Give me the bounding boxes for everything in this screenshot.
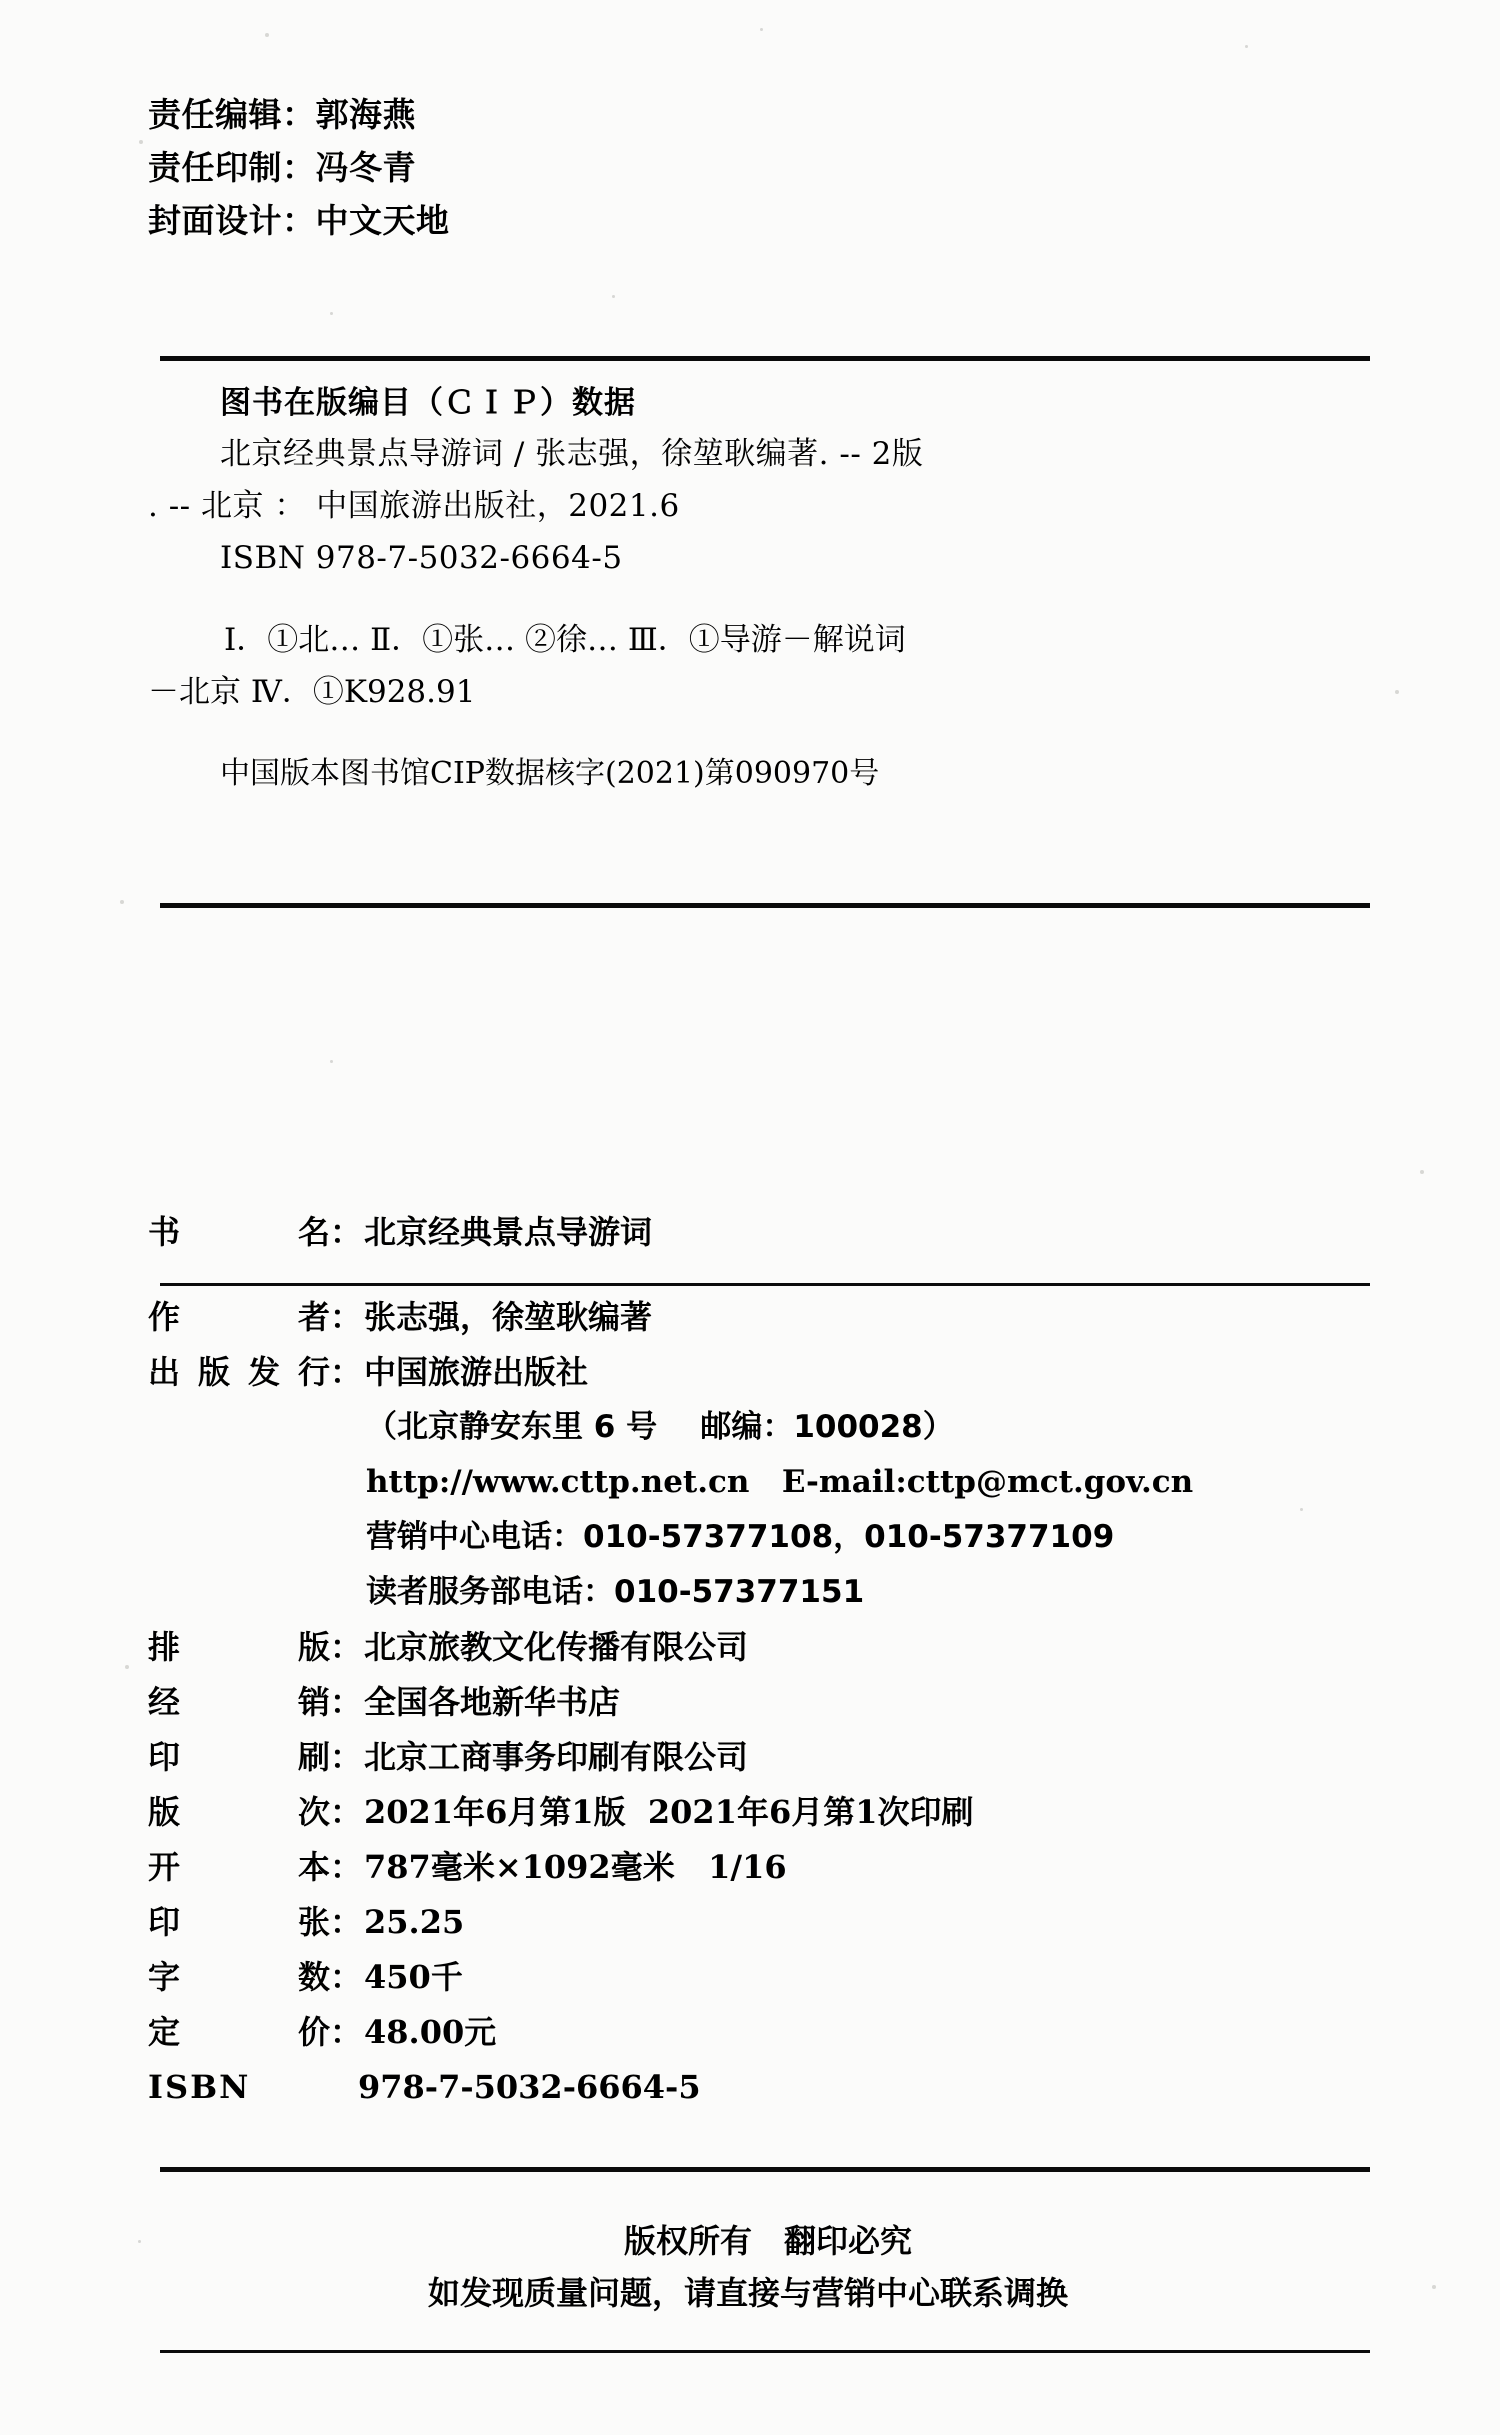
- cip-classification-2: －北京 Ⅳ．①K928.91: [148, 674, 476, 710]
- cip-spacer: [148, 584, 1348, 614]
- credits-block: [148, 88, 1048, 247]
- credit-line-editor: 责任编辑：郭海燕: [148, 95, 416, 134]
- scan-speckle: [139, 140, 143, 144]
- colophon-row-title: [148, 1205, 1368, 1260]
- colophon-row-typesetting: [148, 1620, 1368, 1675]
- colophon-value-wordcount: 450千: [364, 1958, 463, 1996]
- footer-block: [148, 2215, 1348, 2319]
- colophon-colon: ：: [330, 1903, 363, 1941]
- colophon-row-isbn: [148, 2060, 1368, 2115]
- cip-isbn-line: ISBN 978-7-5032-6664-5: [220, 540, 623, 576]
- colophon-label-title: 书 名: [148, 1213, 330, 1251]
- scan-speckle: [612, 295, 615, 298]
- colophon-label-format: 开 本: [148, 1848, 330, 1886]
- cip-heading: 图书在版编目（ＣＩＰ）数据: [220, 385, 636, 421]
- colophon-colon: ：: [330, 1213, 363, 1251]
- colophon-label-wordcount: 字 数: [148, 1958, 330, 1996]
- publisher-service-tel: 读者服务部电话：010-57377151: [366, 1574, 865, 1610]
- colophon-value-format: 787毫米×1092毫米 1/16: [364, 1848, 787, 1886]
- publisher-sales-tel: 营销中心电话：010-57377108，010-57377109: [366, 1519, 1115, 1555]
- colophon-block: [148, 1205, 1368, 2115]
- colophon-row-format: [148, 1840, 1368, 1895]
- scan-speckle: [330, 1060, 333, 1063]
- colophon-colon: ：: [330, 1628, 363, 1666]
- credit-line-production: 责任印制：冯冬青: [148, 148, 416, 187]
- cip-entry-line-2: . -- 北京 ： 中国旅游出版社，2021.6: [148, 488, 680, 524]
- colophon-colon: ：: [330, 1793, 363, 1831]
- footer-quality-notice: 如发现质量问题，请直接与营销中心联系调换: [427, 2274, 1068, 2312]
- colophon-value-edition: 2021年6月第1版 2021年6月第1次印刷: [364, 1793, 974, 1831]
- publisher-web: http://www.cttp.net.cn E-mail:cttp@mct.gov.cn: [366, 1464, 1194, 1500]
- divider-cip-top: [160, 356, 1370, 361]
- colophon-colon: ：: [330, 1738, 363, 1776]
- cip-entry-line-1: 北京经典景点导游词 / 张志强，徐堃耿编著. -- 2版: [220, 436, 924, 472]
- colophon-label-isbn: ISBN: [148, 2068, 251, 2106]
- colophon-colon: ：: [330, 1683, 363, 1721]
- colophon-label-sheets: 印 张: [148, 1903, 330, 1941]
- colophon-value-sheets: 25.25: [364, 1903, 465, 1941]
- colophon-value-isbn: 978-7-5032-6664-5: [358, 2068, 701, 2106]
- scan-speckle: [138, 2240, 141, 2243]
- scan-speckle: [125, 1665, 129, 1669]
- colophon-row-publisher: [148, 1345, 1368, 1400]
- colophon-label-printing: 印 刷: [148, 1738, 330, 1776]
- divider-colophon-bottom: [160, 2167, 1370, 2172]
- divider-footer-bottom: [160, 2350, 1370, 2353]
- colophon-colon: ：: [330, 2013, 363, 2051]
- colophon-row-sheets: [148, 1895, 1368, 1950]
- divider-cip-bottom: [160, 903, 1370, 908]
- scan-speckle: [120, 900, 124, 904]
- scan-speckle: [1420, 1170, 1424, 1174]
- colophon-colon: ：: [330, 1848, 363, 1886]
- colophon-colon: ：: [330, 1298, 363, 1336]
- colophon-row-author: [148, 1290, 1368, 1345]
- colophon-row-printing: [148, 1730, 1368, 1785]
- cip-spacer-2: [148, 718, 1348, 748]
- colophon-colon: ：: [330, 1353, 363, 1391]
- scan-speckle: [1245, 45, 1248, 48]
- cip-number-line: 中国版本图书馆CIP数据核字(2021)第090970号: [220, 756, 880, 791]
- colophon-label-price: 定 价: [148, 2013, 330, 2051]
- colophon-row-wordcount: [148, 1950, 1368, 2005]
- colophon-value-typesetting: 北京旅教文化传播有限公司: [364, 1628, 749, 1666]
- colophon-label-author: 作 者: [148, 1298, 330, 1336]
- scan-speckle: [265, 33, 269, 37]
- colophon-label-publisher: 出 版 发 行: [148, 1353, 330, 1391]
- colophon-value-publisher: 中国旅游出版社: [364, 1353, 589, 1391]
- colophon-value-price: 48.00元: [364, 2013, 497, 2051]
- footer-copyright-notice: 版权所有 翻印必究: [623, 2222, 912, 2260]
- cip-block: [148, 378, 1348, 800]
- colophon-row-distribution: [148, 1675, 1368, 1730]
- colophon-value-author: 张志强，徐堃耿编著: [364, 1298, 653, 1336]
- colophon-row-price: [148, 2005, 1368, 2060]
- colophon-row-edition: [148, 1785, 1368, 1840]
- colophon-label-distribution: 经 销: [148, 1683, 330, 1721]
- divider-colophon-title: [160, 1283, 1370, 1286]
- colophon-label-typesetting: 排 版: [148, 1628, 330, 1666]
- scan-speckle: [330, 312, 333, 315]
- colophon-value-distribution: 全国各地新华书店: [364, 1683, 621, 1721]
- publisher-address: （北京静安东里 6 号 邮编：100028）: [366, 1409, 954, 1445]
- colophon-value-printing: 北京工商事务印刷有限公司: [364, 1738, 749, 1776]
- colophon-label-edition: 版 次: [148, 1793, 330, 1831]
- scan-speckle: [1395, 690, 1399, 694]
- scan-speckle: [760, 28, 763, 31]
- colophon-value-title: 北京经典景点导游词: [364, 1213, 653, 1251]
- scan-speckle: [1432, 2285, 1436, 2289]
- colophon-colon: ：: [330, 1958, 363, 1996]
- credit-line-cover-design: 封面设计：中文天地: [148, 201, 450, 240]
- cip-classification-1: Ⅰ．①北… Ⅱ．①张… ②徐… Ⅲ．①导游－解说词: [224, 622, 906, 658]
